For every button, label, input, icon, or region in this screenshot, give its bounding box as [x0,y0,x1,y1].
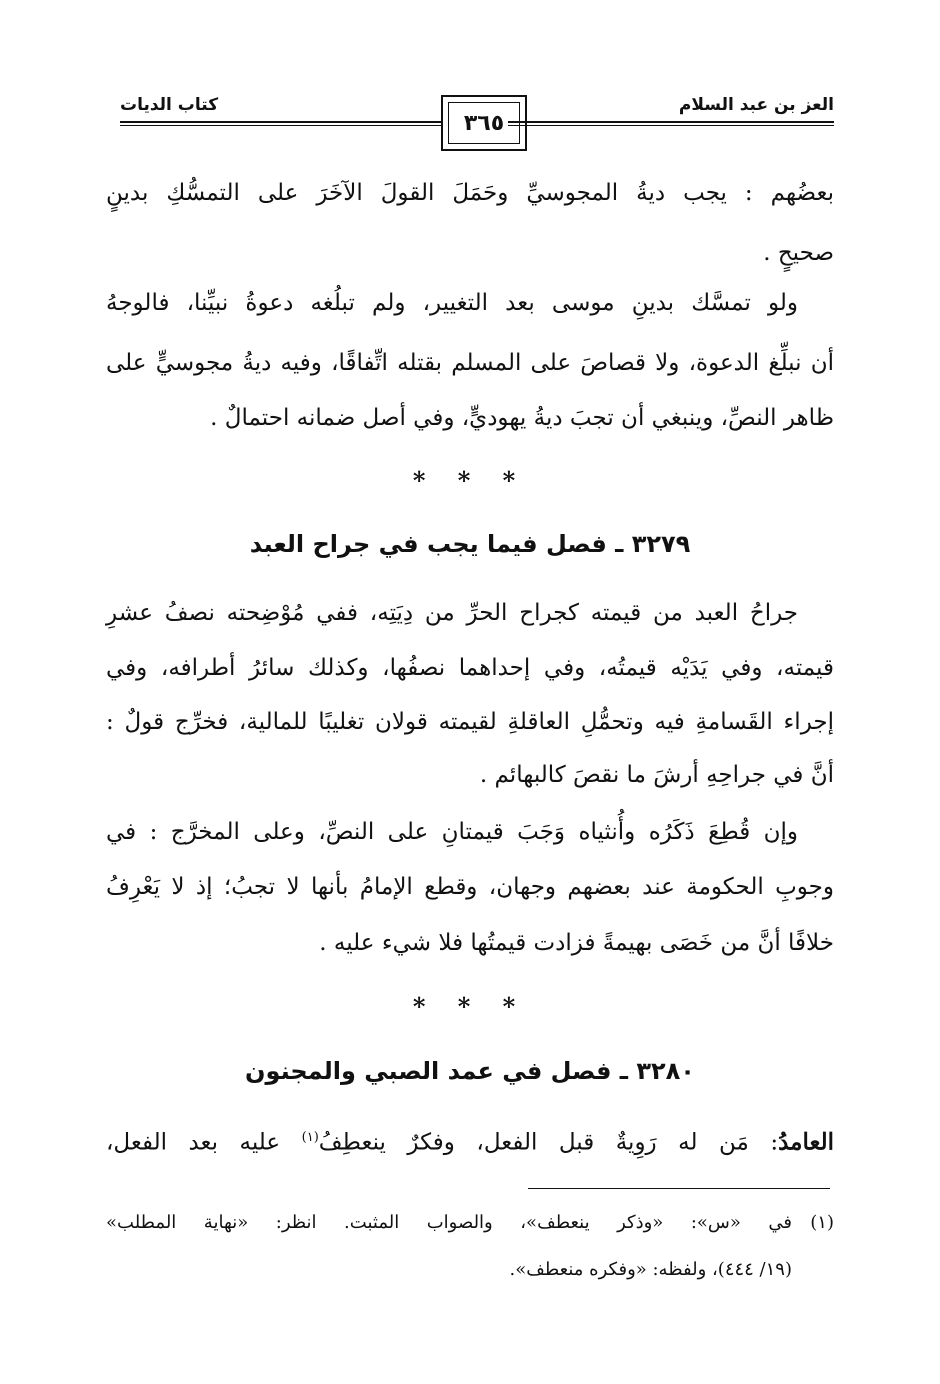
footnote-line [106,1210,834,1236]
running-header-chapter: كتاب الديات [120,95,219,115]
footnote-line: (١٩/ ٤٤٤)، ولفظه: «وفكره منعطف». [509,1259,792,1280]
section-heading: ٣٢٧٩ ـ فصل فيما يجب في جراح العبد [249,530,691,558]
text-line [106,1123,834,1158]
text-run: : مَن له رَوِيةٌ قبل الفعل، وفكرٌ ينعطِفُ [318,1129,779,1156]
section-heading: ٣٢٨٠ ـ فصل في عمد الصبي والمجنون [245,1057,695,1085]
defined-term: العامدُ [778,1128,834,1156]
text-line: صحيحٍ . [763,240,834,266]
footnote-marker: (١) [810,1212,834,1233]
footnote-reference: (١) [301,1130,319,1145]
header-rule-left [120,121,442,123]
text-line: وجوبِ الحكومة عند بعضهم وجهان، وقطع الإمامُ بأنها لا تجبُ؛ إذ لا يَعْرِفُ [106,874,834,900]
section-separator: * * * [412,992,528,1021]
text-line: قيمته، وفي يَدَيْه قيمتُه، وفي إحداهما نصفُها، وكذلك سائرُ أطرافه، وفي [106,655,834,681]
running-header-author: العز بن عبد السلام [678,95,834,115]
text-line: إجراء القَسامةِ فيه وتحمُّلِ العاقلةِ لقيمته قولان تغليبًا للمالية، فخرِّج قولٌ : [106,709,834,735]
text-line: خلافًا أنَّ من خَصَى بهيمةً فزادت قيمتُها فلا شيء عليه . [319,930,834,956]
text-line: بعضُهم : يجب ديةُ المجوسيِّ وحَمَلَ القولَ الآخَرَ على التمسُّكِ بدينٍ [106,180,834,206]
text-line: أن نبلِّغ الدعوة، ولا قصاصَ على المسلم بقتله اتِّفاقًا، وفيه ديةُ مجوسيٍّ على [106,350,834,376]
text-line: ولو تمسَّك بدينِ موسى بعد التغيير، ولم تبلُغه دعوةُ نبيِّنا، فالوجهُ [106,290,798,316]
text-run: عليه بعد الفعل، [106,1129,302,1156]
text-line: جراحُ العبد من قيمته كجراح الحرِّ من دِيَتِه، ففي مُوْضِحته نصفُ عشرِ [106,600,798,626]
footnote-divider [528,1188,830,1189]
text-line: وإن قُطِعَ ذَكَرُه وأُنثياه وَجَبَ قيمتانِ على النصِّ، وعلى المخرَّج : في [106,819,798,845]
text-line: ظاهر النصِّ، وينبغي أن تجبَ ديةُ يهوديٍّ، وفي أصل ضمانه احتمالٌ . [210,405,834,431]
section-separator: * * * [412,466,528,495]
header-rule-right [508,121,834,123]
footnote-text: في «س»: «وذكر ينعطف»، والصواب المثبت. انظر: «نهاية المطلب» [106,1212,792,1233]
page-number-frame [441,95,527,151]
page-number: ٣٦٥ [463,111,505,136]
text-line: أنَّ في جراحِهِ أرشَ ما نقصَ كالبهائم . [479,762,834,788]
